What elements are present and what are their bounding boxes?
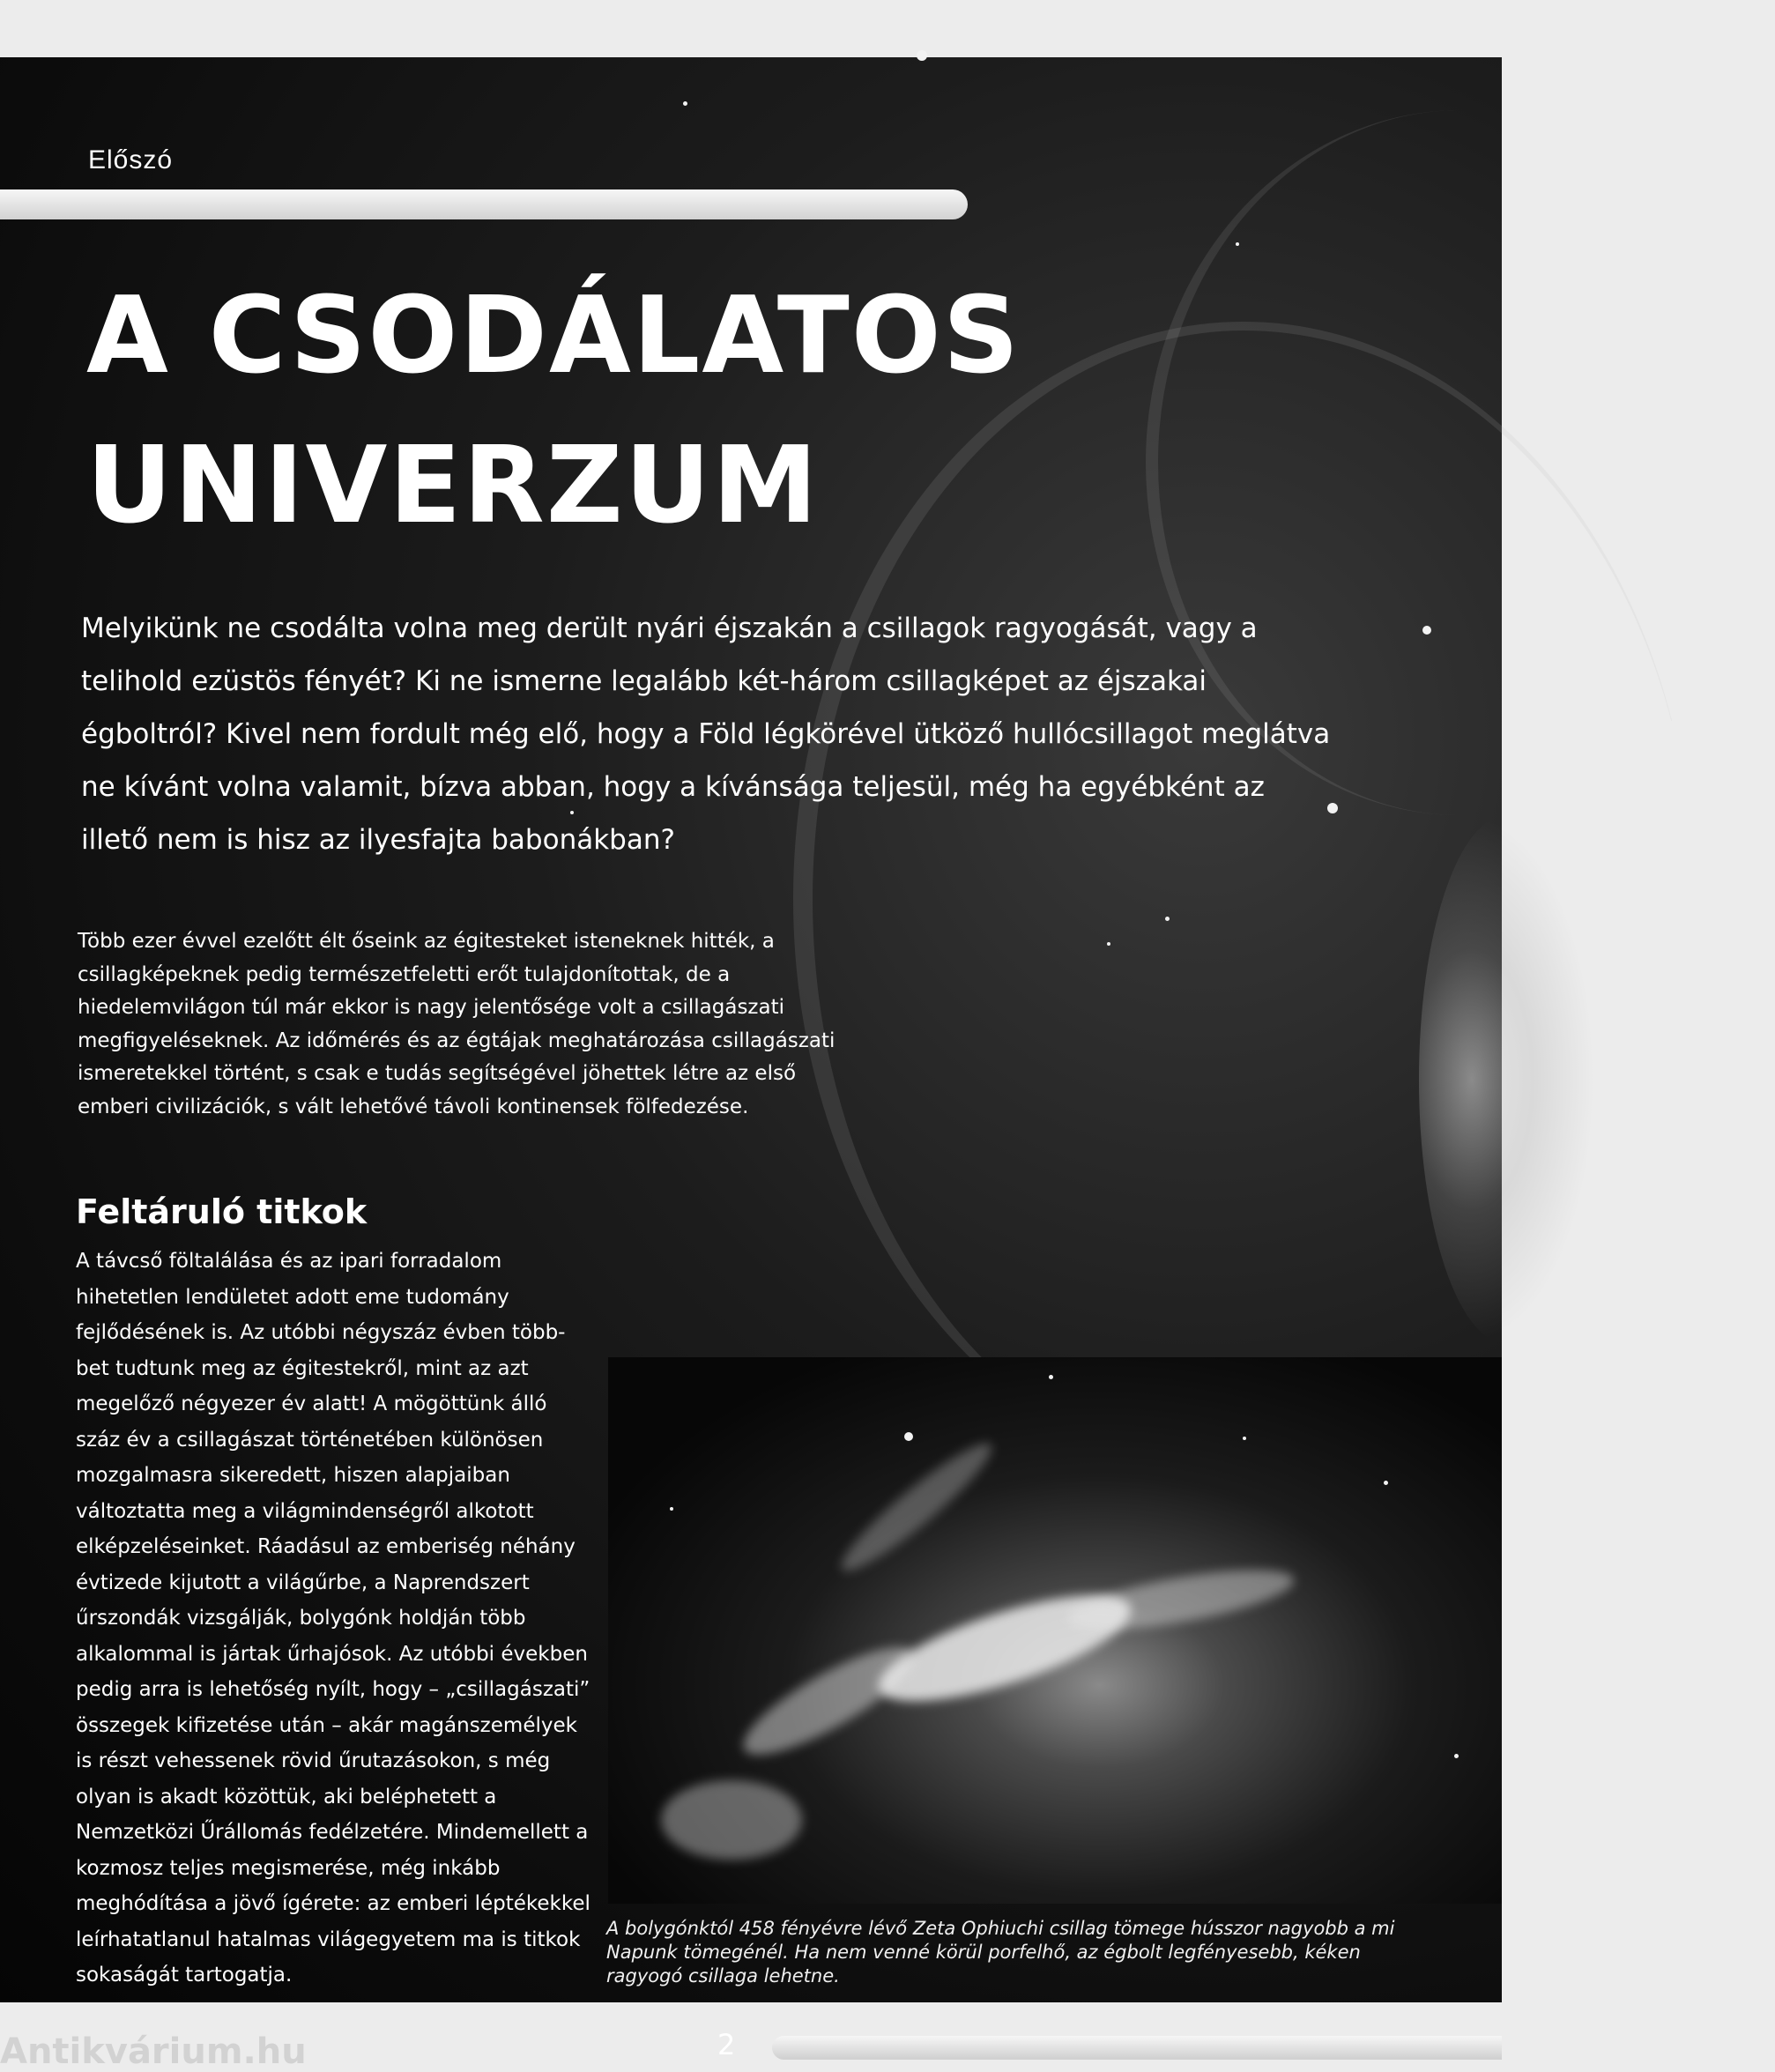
star xyxy=(1384,1481,1388,1485)
star xyxy=(1243,1437,1246,1440)
star xyxy=(1236,242,1239,246)
page-number: 2 xyxy=(717,2028,736,2061)
star xyxy=(1422,626,1431,635)
header-bar xyxy=(0,189,968,219)
star xyxy=(670,1507,673,1511)
star xyxy=(683,101,687,106)
section-heading: Feltáruló titkok xyxy=(76,1192,368,1231)
nebula-cloud xyxy=(868,1574,1141,1723)
title-line-1: A CSODÁLATOS xyxy=(86,275,1021,397)
star xyxy=(1107,942,1110,946)
nebula-cloud xyxy=(732,1630,926,1772)
lead-paragraph: Melyikünk ne csodálta volna meg derült nyári éjszakán a csillagok ragyogását, vagy a telihold ezüstös fényét? Ki ne ismerne legalább két-három csillagképet az éjszakai égboltról? Kivel nem fordult még elő, hogy a Föld légkörével ütköző hullócsillagot meglátva ne kívánt volna valamit, bízva abban, hogy a kívánsága teljesül, még ha egyébként az illető nem is hisz az ilyesfajta babonákban? xyxy=(81,613,1331,856)
section-label: Előszó xyxy=(88,145,174,175)
page-title xyxy=(86,262,1021,561)
intro-paragraph: Több ezer évvel ezelőtt élt őseink az égitesteket isteneknek hitték, a csillagképeknek pedig természetfeletti erőt tulajdonítottak, de a hiedelemvilágon túl már ekkor is nagy jelentősége volt a csillagászati megfigyeléseknek. Az időmérés és az égtájak meghatározása csillagászati ismeretekkel történt, s csak e tudás segítségével jöhettek létre az első emberi civilizációk, s vált lehetővé távoli kontinensek fölfedezése. xyxy=(78,930,836,1118)
watermark: Antikvárium.hu xyxy=(0,2031,307,2072)
nebula-cloud xyxy=(1065,1558,1298,1641)
nebula-cloud xyxy=(831,1431,1002,1583)
galaxy-glow xyxy=(1419,815,1595,1344)
nebula-photo xyxy=(608,1357,1502,1904)
image-caption: A bolygónktól 458 fényévre lévő Zeta Ophiuchi csillag tömege hússzor nagyobb a mi Napunk tömegénél. Ha nem venné körül porfelhő, az égbolt legfényesebb, kéken ragyogó csillaga lehetne. xyxy=(606,1918,1395,1987)
star xyxy=(904,1432,913,1441)
footer-bar xyxy=(772,2036,1502,2060)
star xyxy=(1165,917,1170,921)
nebula-cloud xyxy=(661,1780,802,1860)
magazine-page xyxy=(0,57,1502,2072)
star xyxy=(1049,1375,1053,1379)
title-line-2: UNIVERZUM xyxy=(86,425,820,547)
section-body: A távcső föltalálása és az ipari forradalom hihetetlen lendületet adott eme tudomány fejlődésének is. Az utóbbi négyszáz évben több-bet tudtunk meg az égitestekről, mint az azt megelőző négyezer év alatt! A mögöttünk álló száz év a csillagászat történetében különösen mozgalmasra sikeredett, hiszen alapjaiban változtatta meg a világmindenségről alkotott elképzeléseinket. Ráadásul az emberiség néhány évtizede kijutott a világűrbe, a Naprendszert űrszondák vizsgálják, bolygónk holdján több alkalommal is jártak űrhajósok. Az utóbbi években pedig arra is lehetőség nyílt, hogy – „csillagászati” összegek kifizetése után – akár magánszemélyek is részt vehessenek rövid űrutazásokon, s még olyan is akadt közöttük, aki beléphetett a Nemzetközi Űrállomás fedélzetére. Mindemellett a kozmosz teljes megismerése, még inkább meghódítása a jövő ígérete: az emberi léptékekkel leírhatatlanul hatalmas világegyetem ma is titkok sokaságát tartogatja. xyxy=(76,1250,590,1987)
star xyxy=(917,50,927,61)
star xyxy=(1454,1754,1459,1758)
